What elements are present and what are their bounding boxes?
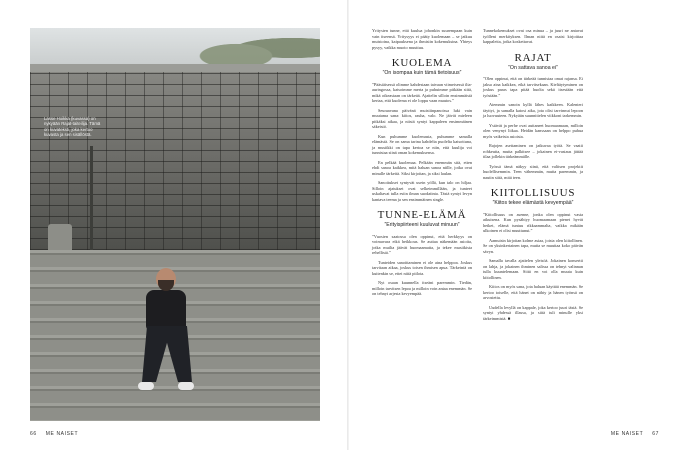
body-paragraph: Samalla tavalla ajattelen yleisöä. Jokainen konsertti on lahja, ja jokainen ihminen salissa on tehnyt valinnan tulla kuuntelemaan. Siitä en voi olla muuta kuin kiitollinen. <box>483 258 583 280</box>
body-paragraph: ”Olen oppinut, että on tärkeää tunnistaa omat rajansa. Ei jaksa aina kaikkea, eikä tarvitsekaan. Kieltäytyminen on joskus paras tapa pitää huolta sekä itsestään että työstään.” <box>483 76 583 98</box>
section-title: KIITOLLISUUS <box>490 187 576 199</box>
body-paragraph: ”Vuosien saatossa olen oppinut, että herkkyys on voimavara eikä heikkous. Se auttaa näkemään asioita, jotka muilta jäävät huomaamatta, ja tekee musiikista rehellistä.” <box>372 233 472 255</box>
photo-wall-ledge <box>30 64 320 72</box>
section-header-kiitollisuus <box>483 187 583 207</box>
body-paragraph: Aamuisin kirjoitan kolme asiaa, joista olen kiitollinen. Se on yksinkertainen tapa, mutta se muuttaa koko päivän sävyn. <box>483 237 583 254</box>
footer-right <box>611 431 666 437</box>
section-header-tunne <box>372 209 472 229</box>
section-subtitle: ”On isompaa kuin tämä tietoisuus” <box>382 70 462 76</box>
text-column-1 <box>372 28 472 301</box>
magazine-name-right: ME NAISET <box>610 431 644 437</box>
body-paragraph: Sanoitukset syntyvät usein yöllä, kun talo on hiljaa. Silloin ajatukset ovat selkeimmillään, ja tunteet uskaltavat tulla esiin ilman suodatinta. Tästä syntyi levyn kantava teema ja sen ensimmäinen single. <box>372 180 472 202</box>
body-paragraph: En pelkää kuolemaa. Pelkään enemmän sitä, etten ehdi sanoa kaikkea, mitä haluan sanoa niille, jotka ovat minulle tärkeitä. Siksi kirjoitan, ja siksi laulan. <box>372 159 472 176</box>
body-paragraph: Aiemmin sanoin kyllä lähes kaikkeen. Kalenteri täyttyi, ja samalla katosi aika, jota olisi tarvinnut lepoon ja luovuuteen. Nykyään suunnittelen viikkoni tarkemmin. <box>483 102 583 118</box>
body-paragraph: ”Kiitollisuus on asenne, jonka olen oppinut vasta aikuisena. Kun pysähtyy huomaamaan pienet hyvät hetket, elämä tuntuu rikkaammalta, vaikka mikään ulkoinen ei olisi muuttunut.” <box>483 211 583 233</box>
photo-trees <box>180 28 320 68</box>
body-paragraph: Nyt osaan kuunnella itseäni paremmin. Tiedän, milloin tarvitsen lepoa ja milloin voin antaa enemmän. Se on tehnyt arjesta kevyempää. <box>372 280 472 296</box>
footer-left <box>30 431 85 437</box>
page-number-right: 67 <box>652 431 659 437</box>
intro-paragraph: Tunnekokemukset ovat osa minua – ja juuri ne antavat työlleni merkityksen. Ilman niitä en osaisi kirjoittaa kappaleita, jotka koskettavat. <box>483 28 583 44</box>
body-paragraph: Kiitos on myös sana, jota haluan käyttää enemmän. Se kertoo toiselle, että hänet on nähty ja hänen työnsä on arvostettu. <box>483 284 583 300</box>
section-title: KUOLEMA <box>391 57 453 69</box>
body-paragraph: Seuraavana päivänä muistiinpanoissa luki vain muutama sana: kiitos, rauha, valo. Ne jäivät mieleen pitkäksi aikaa, ja niistä syntyi kappaleen ensimmäinen säkeistö. <box>372 107 472 129</box>
section-subtitle: ”Erityispiirteeni kuuluvat minuun” <box>384 222 460 228</box>
section-title: TUNNE-ELÄMÄ <box>377 209 467 221</box>
body-paragraph: Työssä tämä näkyy siinä, että valitsen projektit huolellisemmin. Teen vähemmän, mutta paremmin, ja nautin siitä, mitä teen. <box>483 163 583 180</box>
portrait-photo <box>30 28 320 421</box>
magazine-name-left: ME NAISET <box>45 431 79 437</box>
section-title: RAJAT <box>514 51 552 64</box>
body-paragraph: Ystävät ja perhe ovat auttaneet huomaamaan, milloin olen venynyt liikaa. Heidän kanssaan on helppo puhua myös vaikeista asioista. <box>483 122 583 139</box>
section-header-kuolema <box>372 57 472 77</box>
photo-caption: Lasse Hoikka (kuvassa) on nykyään Rajat-taiteilija. Tämä on kuvateksti, joka kertoo kuvasta ja sen sisällöstä. <box>44 116 101 138</box>
body-paragraph: Uudella levyllä on kappale, joka kertoo juuri tästä. Se syntyi yhdessä illassa, ja siitä tuli minulle yksi tärkeimmistä. ■ <box>483 304 583 321</box>
intro-paragraph: Yritysten tunne, että kuulua johonkin suurempaan kuin vain itseensä. Yritysyys ei pääty kuolemaan – se jatkuu muistoina, kaipauksena ja ihmisiin kokemuksina. Yhteys pysyy, vaikka muoto muuttuu. <box>372 28 472 50</box>
body-paragraph: Kun puhumme kuolemasta, puhumme samalla elämästä. Se on sama tarina kahdelta puolelta katsottuna, ja musiikki on tapa kertoa se niin, että kuulija voi tunnistaa siinä oman kokemuksensa. <box>372 133 472 155</box>
page-number-left: 66 <box>30 431 37 437</box>
text-column-2 <box>483 28 583 325</box>
body-paragraph: ”Pääsiäisessä olimme kahdestaan taivaan viimeisessä ilta-auringossa, katsoimme merta ja puhuimme pitkään siitä, mikä oikeastaan on tärkeää. Ajattelin silloin ensimmäistä kertaa, että kuolema ei ole loppu vaan muutos.” <box>372 81 472 103</box>
body-paragraph: Tunteiden sanoittaminen ei ole aina helppoa. Joskus tarvitaan aikaa, joskus toisen ihmisen apua. Tärkeintä on kuitenkin se, ettei niitä piilota. <box>372 259 472 276</box>
section-subtitle: ”Kiitos tekee elämästä kevyempää” <box>492 200 574 206</box>
photo-subject <box>138 268 194 396</box>
spine-gutter <box>347 0 349 450</box>
body-paragraph: Rajojen asettaminen on jatkuvaa työtä. Se vaatii rohkeutta, mutta palkitsee – jokainen ei-vastaus jättää tilaa jollekin tärkeämmälle. <box>483 143 583 159</box>
section-subtitle: ”On sattava sanoa ei” <box>508 64 558 71</box>
section-header-rajat <box>483 52 583 72</box>
